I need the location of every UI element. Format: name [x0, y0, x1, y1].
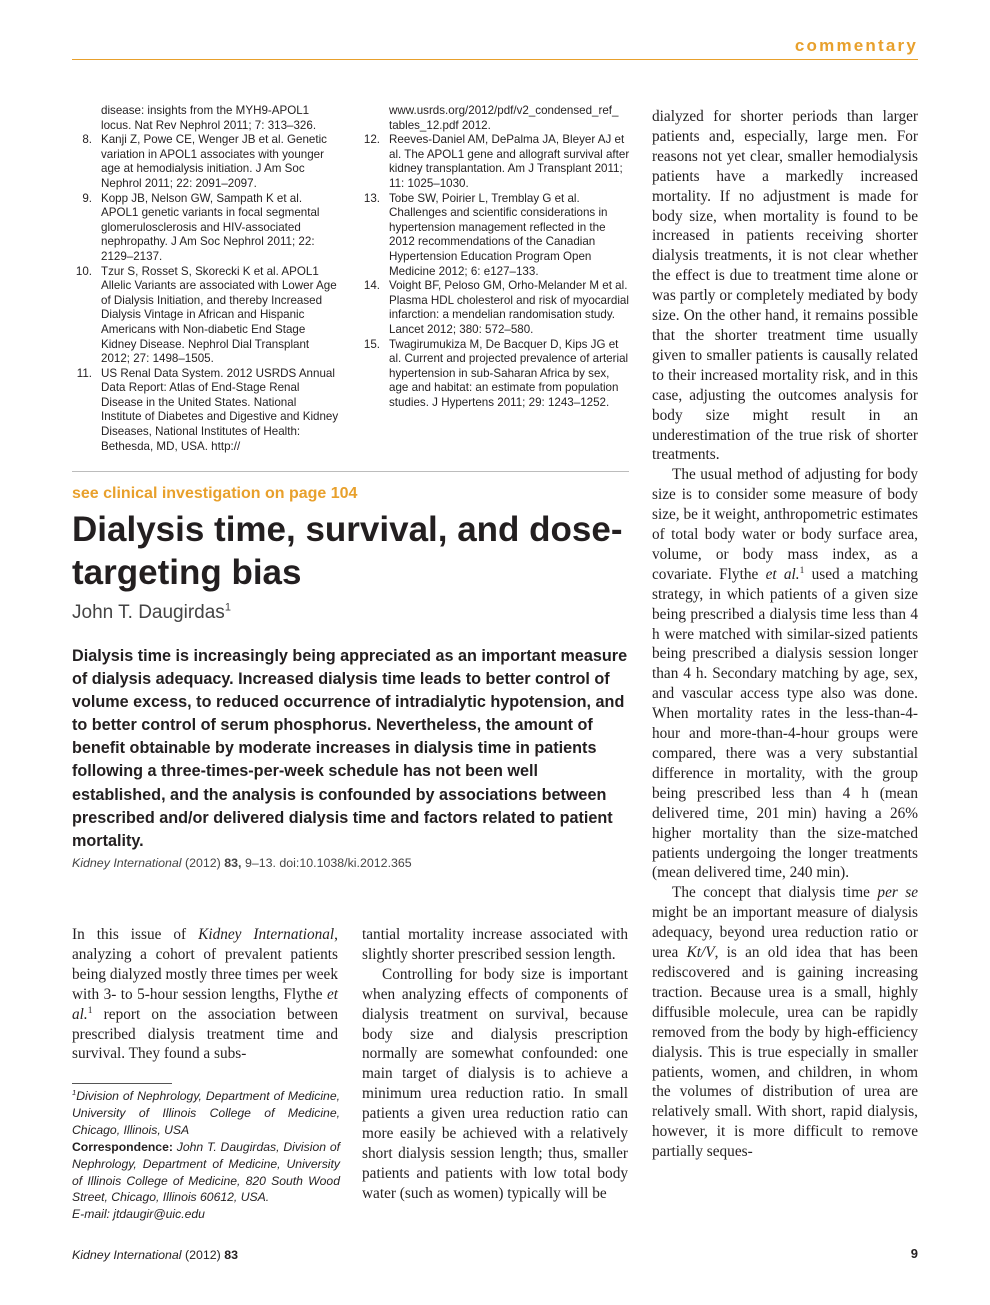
citation-journal: Kidney International	[72, 856, 182, 870]
body-column-2	[362, 925, 628, 1204]
body-paragraph: dialyzed for shorter periods than larger patients and, especially, large men. For reasons not yet clear, smaller hemodialysis patients have a markedly increased mortality. If no adjustment is made for body size, when mortality is found to be increased in patients receiving shorter dialysis treatments, it is not clear whether the effect is due to treatment time alone or was partly or completely mediated by body size. On the other hand, it remains possible that the shorter treatment time usually given to smaller patients is causally related to their increased mortality risk, and in this case, adjusting the outcomes analysis for body size might result in an underestimation of the true risk of shorter treatments.	[652, 108, 918, 464]
see-clinical-investigation-link[interactable]: see clinical investigation on page 104	[72, 485, 358, 502]
correspondence: Correspondence: John T. Daugirdas, Division of Nephrology, Department of Medicine, University of Illinois College of Medicine, 820 South Wood Street, Chicago, Illinois 60612, USA.	[72, 1139, 340, 1205]
reference-item: www.usrds.org/2012/pdf/v2_condensed_ref_ tables_12.pdf 2012.	[389, 104, 619, 132]
section-divider	[72, 471, 629, 472]
citation-year: (2012)	[184, 856, 221, 870]
reference-item: 9. Kopp JB, Nelson GW, Sampath K et al. APOL1 genetic variants in focal segmental glomerulosclerosis and HIV-associated nephropathy. J Am Soc Nephrol 2011; 22: 2129–2137.	[82, 191, 320, 263]
reference-item: 12. Reeves-Daniel AM, DePalma JA, Bleyer AJ et al. The APOL1 gene and allograft survival after kidney transplantation. Am J Transplant 2011; 11: 1025–1030.	[363, 133, 630, 190]
references-column-1	[72, 104, 340, 454]
section-label: commentary	[794, 36, 918, 55]
citation-volume: 83,	[224, 856, 242, 870]
reference-item: disease: insights from the MYH9-APOL1 locus. Nat Rev Nephrol 2011; 7: 313–326.	[101, 104, 317, 132]
reference-item: 8. Kanji Z, Powe CE, Wenger JB et al. Genetic variation in APOL1 associates with younger age at hemodialysis initiation. J Am Soc Nephrol 2011; 22: 2091–2097.	[82, 133, 327, 190]
body-column-1	[72, 925, 338, 1064]
article-title: Dialysis time, survival, and dose-targeting bias	[72, 510, 623, 592]
affiliations	[72, 1088, 340, 1223]
reference-item: 14. Voight BF, Peloso GM, Orho-Melander M et al. Plasma HDL cholesterol and risk of myocardial infarction: a mendelian randomisation study. Lancet 2012; 380: 572–580.	[363, 279, 629, 336]
references-column-2	[360, 104, 630, 410]
correspondence-email[interactable]: E-mail: jtdaugir@uic.edu	[72, 1207, 205, 1222]
author-line	[72, 602, 231, 624]
page-number: 9	[910, 1246, 918, 1261]
body-paragraph: tantial mortality increase associated with slightly shorter prescribed session length.	[362, 926, 628, 963]
reference-item: 15. Twagirumukiza M, De Bacquer D, Kips JG et al. Current and projected prevalence of arterial hypertension in sub-Saharan Africa by sex, age and habitat: an estimate from population studies. J Hypertens 2011; 29: 1243–1252.	[363, 337, 629, 409]
reference-item: 10. Tzur S, Rosset S, Skorecki K et al. APOL1 Allelic Variants are associated with Lower Age of Dialysis Initiation, and thereby Increased Dialysis Vintage in African and Hispanic Americans with Non-diabetic End Stage Kidney Disease. Nephrol Dial Transplant 2012; 27: 1498–1505.	[75, 264, 337, 366]
citation	[72, 856, 412, 870]
abstract: Dialysis time is increasingly being appreciated as an important measure of dialysis adequacy. Increased dialysis time leads to better control of volume excess, to reduced occurrence of intradialytic hypotension, and to better control of serum phosphorus. Nevertheless, the amount of benefit obtainable by moderate increases in dialysis time in patients following a three-times-per-week schedule has not been well established, and the analysis is confounded by associations between prescribed and/or delivered dialysis time and factors related to patient mortality.	[72, 647, 628, 850]
citation-doi[interactable]: 9–13. doi:10.1038/ki.2012.365	[244, 856, 412, 870]
body-paragraph: The concept that dialysis time per se might be an important measure of dialysis adequacy, beyond urea reduction ratio or urea Kt/V, is an old idea that has been rediscovered and is gaining increasing traction. Because urea is a small, highly diffusible molecule, urea can be rapidly removed from the body by high-efficiency dialysis. This is true especially in smaller patients, women, and children, in whom the volumes of distribution of urea are relatively small. With short, rapid dialysis, however, it is more difficult to remove partially seques-	[652, 884, 918, 1161]
reference-item: 11. US Renal Data System. 2012 USRDS Annual Data Report: Atlas of End-Stage Renal Disease in the United States. National Institute of Diabetes and Digestive and Kidney Diseases, National Institutes of Health: Bethesda, MD, USA. http://	[76, 366, 339, 453]
body-paragraph: The usual method of adjusting for body size is to consider some measure of body size, be it weight, anthropometric estimates of total body water or body surface area, volume, or body mass index, as a covariate. Flythe et al.$^1$ used a matching strategy, in which patients of a given size being prescribed a dialysis time less than 4 h were matched with similar-sized patients being prescribed a dialysis session longer than 4 h. Secondary matching by age, sex, and vascular access type also was done. When mortality rates in the less-than-4-hour and more-than-4-hour groups were compared, there was a very substantial difference in mortality, with the group being prescribed less than 4 h (mean delivered time, 201 min) having a 26% higher mortality than the size-matched patients undergoing the longer treatments (mean delivered time, 240 min).	[652, 466, 918, 882]
reference-item: 13. Tobe SW, Poirier L, Tremblay G et al. Challenges and scientific considerations in hypertension management reflected in the 2012 recommendations of the Canadian Hypertension Education Program Open Medicine 2012; 6: e127–133.	[363, 191, 608, 278]
affiliation-rule	[72, 1083, 172, 1084]
header-rule	[72, 59, 918, 60]
footer-journal: Kidney International (2012) 83	[72, 1248, 239, 1262]
body-paragraph: In this issue of Kidney International, analyzing a cohort of prevalent patients being dialyzed mostly three times per week with 3- to 5-hour session lengths, Flythe et al.$^1$ report on the association between prescribed dialysis treatment time and survival. They found a subs-	[72, 926, 338, 1063]
author-name: John T. Daugirdas	[72, 602, 225, 623]
body-column-3	[652, 107, 918, 1162]
author-affiliation-mark: 1	[224, 601, 231, 614]
affiliation-department: $^1$Division of Nephrology, Department of Medicine, University of Illinois College of Medicine, Chicago, Illinois, USA	[72, 1087, 340, 1137]
body-paragraph: Controlling for body size is important when analyzing effects of components of dialysis treatment on survival, because body size and dialysis prescription normally are somewhat confounded: one main target of dialysis is to achieve a minimum urea reduction ratio. In small patients a given urea reduction ratio can more easily be achieved with a relatively short dialysis session length; thus, smaller patients and patients with low total body water (such as women) typically will be	[362, 965, 628, 1202]
